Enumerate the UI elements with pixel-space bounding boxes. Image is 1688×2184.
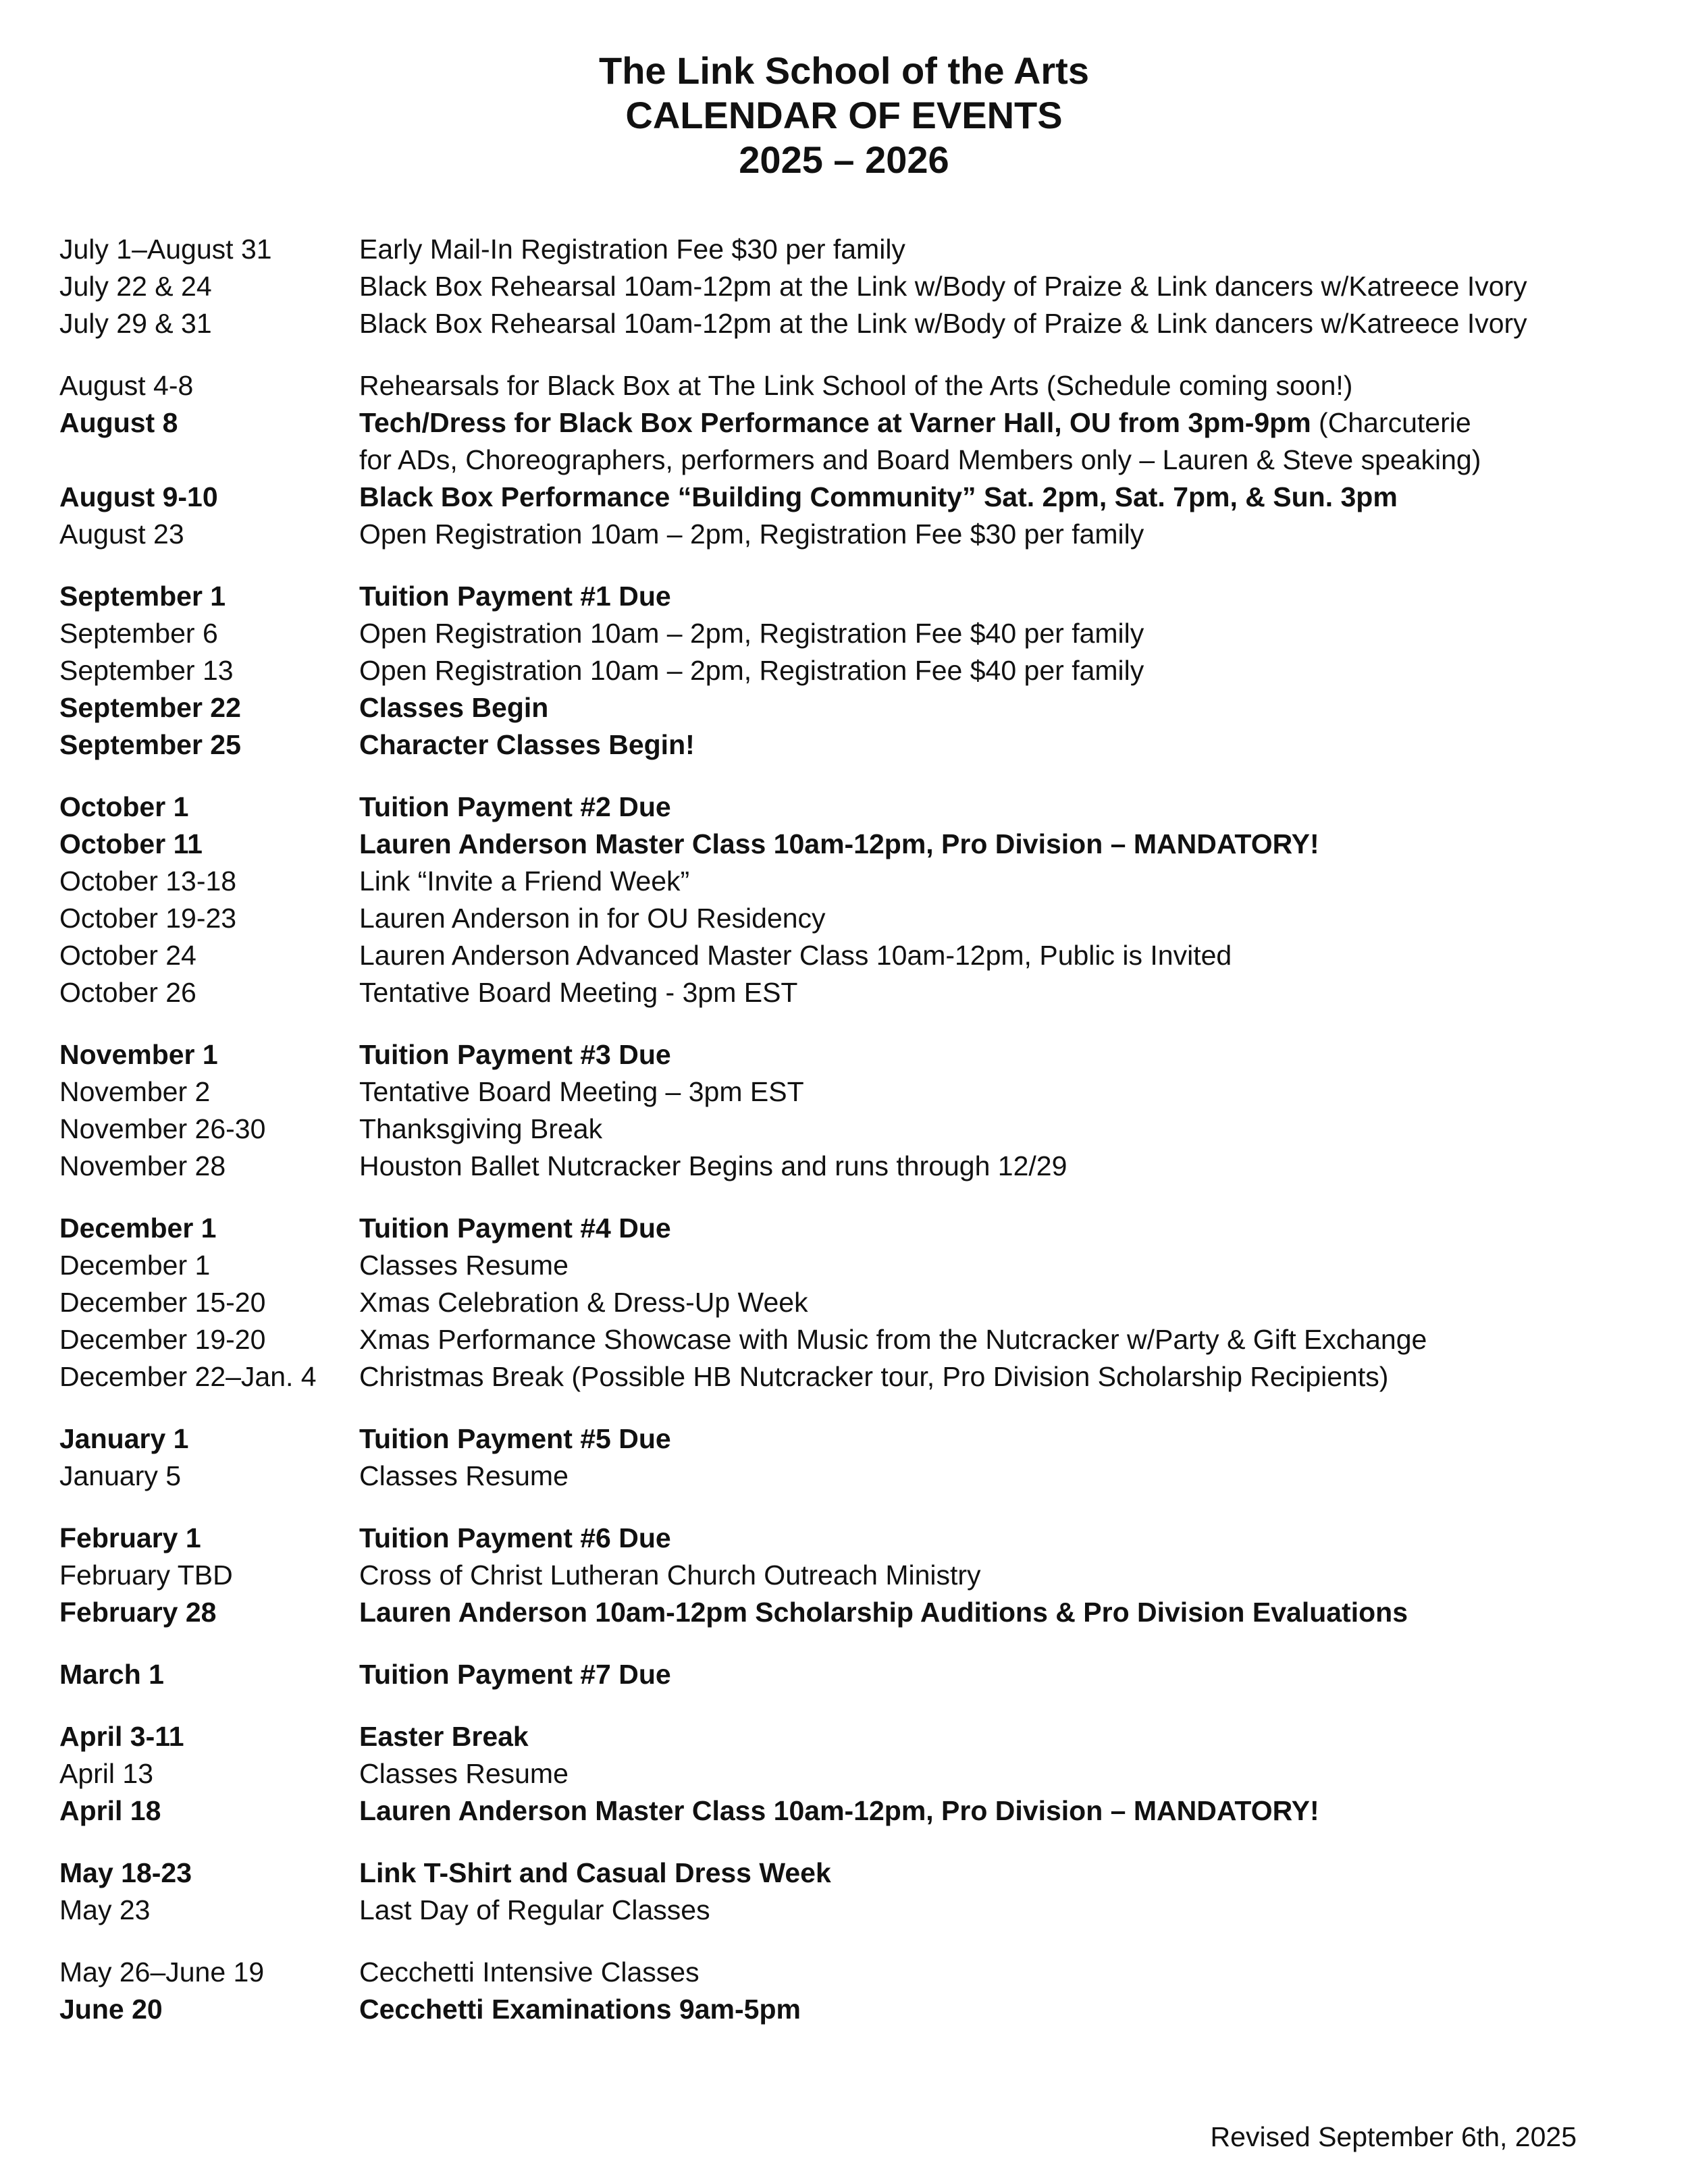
event-date: August 9-10 xyxy=(59,481,218,512)
event-description: Tuition Payment #7 Due xyxy=(359,1659,671,1690)
event-row xyxy=(59,1755,1666,1792)
event-row xyxy=(59,1656,1666,1693)
month-group-august xyxy=(59,367,1666,553)
event-description: Lauren Anderson Advanced Master Class 10am-12pm, Public is Invited xyxy=(359,940,1232,971)
event-description: Christmas Break (Possible HB Nutcracker tour, Pro Division Scholarship Recipients) xyxy=(359,1361,1389,1392)
event-row xyxy=(59,1991,1666,2028)
event-row xyxy=(59,1210,1666,1247)
event-description: Cecchetti Intensive Classes xyxy=(359,1956,700,1988)
event-date: August 23 xyxy=(59,518,184,550)
event-row xyxy=(59,652,1666,689)
event-row xyxy=(59,1954,1666,1991)
month-group-january xyxy=(59,1420,1666,1495)
event-row xyxy=(59,1520,1666,1557)
event-description: Easter Break xyxy=(359,1721,529,1752)
month-group-november xyxy=(59,1036,1666,1185)
event-row-continuation xyxy=(59,442,1666,479)
event-date: July 1–August 31 xyxy=(59,234,272,265)
event-description: Black Box Rehearsal 10am-12pm at the Link w/Body of Praize & Link dancers w/Katreece Ivory xyxy=(359,308,1527,339)
event-date: April 13 xyxy=(59,1758,154,1789)
event-description: Classes Resume xyxy=(359,1460,569,1491)
event-date: September 13 xyxy=(59,655,234,686)
event-description: for ADs, Choreographers, performers and Board Members only – Lauren & Steve speaking) xyxy=(359,444,1481,475)
event-row xyxy=(59,974,1666,1011)
event-row xyxy=(59,1148,1666,1185)
event-date: July 22 & 24 xyxy=(59,271,212,302)
event-description: Open Registration 10am – 2pm, Registration Fee $40 per family xyxy=(359,618,1144,649)
event-date: October 19-23 xyxy=(59,903,237,934)
event-row xyxy=(59,1594,1666,1631)
event-row xyxy=(59,367,1666,404)
event-date: November 2 xyxy=(59,1076,211,1107)
event-date: December 1 xyxy=(59,1250,211,1281)
event-row xyxy=(59,1321,1666,1358)
event-row xyxy=(59,1358,1666,1395)
event-row xyxy=(59,578,1666,615)
event-row xyxy=(59,1247,1666,1284)
month-group-december xyxy=(59,1210,1666,1395)
event-date: September 22 xyxy=(59,692,241,723)
event-description-bold: Tech/Dress for Black Box Performance at Varner Hall, OU from 3pm-9pm xyxy=(359,407,1311,438)
event-date: January 5 xyxy=(59,1460,182,1491)
month-group-june xyxy=(59,1954,1666,2028)
event-date: June 20 xyxy=(59,1994,163,2025)
event-description: Tentative Board Meeting - 3pm EST xyxy=(359,977,798,1008)
event-date: September 1 xyxy=(59,581,226,612)
event-date: April 18 xyxy=(59,1795,161,1826)
event-row xyxy=(59,1073,1666,1111)
event-description: Lauren Anderson Master Class 10am-12pm, Pro Division – MANDATORY! xyxy=(359,1795,1319,1826)
event-description: Tuition Payment #1 Due xyxy=(359,581,671,612)
event-description: Open Registration 10am – 2pm, Registration Fee $40 per family xyxy=(359,655,1144,686)
school-year: 2025 – 2026 xyxy=(739,138,949,181)
event-date: August 8 xyxy=(59,407,178,438)
event-date: December 22–Jan. 4 xyxy=(59,1361,317,1392)
event-row xyxy=(59,404,1666,442)
event-row xyxy=(59,689,1666,726)
event-date: October 11 xyxy=(59,828,203,859)
event-description: Early Mail-In Registration Fee $30 per family xyxy=(359,234,905,265)
calendar-header xyxy=(0,49,1688,182)
event-date: January 1 xyxy=(59,1423,189,1454)
event-row xyxy=(59,1458,1666,1495)
event-description: Tuition Payment #2 Due xyxy=(359,791,671,822)
event-description: Black Box Performance “Building Community” Sat. 2pm, Sat. 7pm, & Sun. 3pm xyxy=(359,481,1398,512)
event-date: February TBD xyxy=(59,1560,233,1591)
event-description: Xmas Performance Showcase with Music from the Nutcracker w/Party & Gift Exchange xyxy=(359,1324,1427,1355)
month-group-march xyxy=(59,1656,1666,1693)
event-description: Xmas Celebration & Dress-Up Week xyxy=(359,1287,808,1318)
event-row xyxy=(59,1420,1666,1458)
event-description: Cecchetti Examinations 9am-5pm xyxy=(359,1994,801,2025)
event-date: August 4-8 xyxy=(59,370,194,401)
event-description: Classes Resume xyxy=(359,1250,569,1281)
event-row xyxy=(59,1892,1666,1929)
event-description: Rehearsals for Black Box at The Link School of the Arts (Schedule coming soon!) xyxy=(359,370,1353,401)
event-row xyxy=(59,615,1666,652)
event-description: Tuition Payment #6 Due xyxy=(359,1522,671,1553)
event-row xyxy=(59,516,1666,553)
school-name: The Link School of the Arts xyxy=(599,49,1089,92)
event-row xyxy=(59,268,1666,305)
event-date: March 1 xyxy=(59,1659,164,1690)
event-date: December 15-20 xyxy=(59,1287,266,1318)
event-date: September 25 xyxy=(59,729,241,760)
event-row xyxy=(59,937,1666,974)
event-row xyxy=(59,1111,1666,1148)
event-date: December 1 xyxy=(59,1213,217,1244)
event-date: November 28 xyxy=(59,1150,226,1181)
event-description: Link “Invite a Friend Week” xyxy=(359,865,690,897)
event-row xyxy=(59,1036,1666,1073)
event-description: Thanksgiving Break xyxy=(359,1113,603,1144)
event-description-note: (Charcuterie xyxy=(1311,407,1471,438)
event-date: December 19-20 xyxy=(59,1324,266,1355)
event-description: Last Day of Regular Classes xyxy=(359,1894,710,1925)
event-row xyxy=(59,1557,1666,1594)
event-date: November 26-30 xyxy=(59,1113,266,1144)
event-description: Character Classes Begin! xyxy=(359,729,695,760)
month-group-april xyxy=(59,1718,1666,1830)
event-date: February 28 xyxy=(59,1597,217,1628)
event-description: Black Box Rehearsal 10am-12pm at the Link w/Body of Praize & Link dancers w/Katreece Ivory xyxy=(359,271,1527,302)
event-description: Tuition Payment #4 Due xyxy=(359,1213,671,1244)
event-date xyxy=(59,442,359,479)
event-date: May 26–June 19 xyxy=(59,1956,265,1988)
event-date: November 1 xyxy=(59,1039,218,1070)
event-row xyxy=(59,479,1666,516)
event-description: Houston Ballet Nutcracker Begins and runs through 12/29 xyxy=(359,1150,1067,1181)
event-date: May 23 xyxy=(59,1894,151,1925)
event-row xyxy=(59,231,1666,268)
calendar-title: CALENDAR OF EVENTS xyxy=(625,94,1063,136)
event-description xyxy=(359,404,1666,442)
event-row xyxy=(59,900,1666,937)
event-description: Lauren Anderson Master Class 10am-12pm, Pro Division – MANDATORY! xyxy=(359,828,1319,859)
event-row xyxy=(59,726,1666,764)
event-date: February 1 xyxy=(59,1522,201,1553)
event-date: October 1 xyxy=(59,791,189,822)
event-row xyxy=(59,789,1666,826)
events-calendar xyxy=(59,231,1666,2053)
month-group-may xyxy=(59,1855,1666,1929)
month-group-october xyxy=(59,789,1666,1011)
event-description: Classes Begin xyxy=(359,692,549,723)
event-date: October 13-18 xyxy=(59,865,237,897)
month-group-july xyxy=(59,231,1666,342)
event-row xyxy=(59,826,1666,863)
event-date: October 26 xyxy=(59,977,196,1008)
event-date: July 29 & 31 xyxy=(59,308,212,339)
event-date: May 18-23 xyxy=(59,1857,192,1888)
event-description: Tuition Payment #3 Due xyxy=(359,1039,671,1070)
event-row xyxy=(59,305,1666,342)
month-group-february xyxy=(59,1520,1666,1631)
event-row xyxy=(59,1718,1666,1755)
event-row xyxy=(59,863,1666,900)
event-description: Lauren Anderson in for OU Residency xyxy=(359,903,826,934)
event-row xyxy=(59,1792,1666,1830)
revised-date: Revised September 6th, 2025 xyxy=(1210,2121,1577,2152)
event-description: Cross of Christ Lutheran Church Outreach Ministry xyxy=(359,1560,981,1591)
event-date: September 6 xyxy=(59,618,218,649)
month-group-september xyxy=(59,578,1666,764)
event-description: Tentative Board Meeting – 3pm EST xyxy=(359,1076,804,1107)
event-date: April 3-11 xyxy=(59,1721,184,1752)
event-description: Open Registration 10am – 2pm, Registration Fee $30 per family xyxy=(359,518,1144,550)
event-date: October 24 xyxy=(59,940,196,971)
event-description: Link T-Shirt and Casual Dress Week xyxy=(359,1857,831,1888)
event-description: Tuition Payment #5 Due xyxy=(359,1423,671,1454)
event-row xyxy=(59,1284,1666,1321)
event-row xyxy=(59,1855,1666,1892)
event-description: Classes Resume xyxy=(359,1758,569,1789)
event-description: Lauren Anderson 10am-12pm Scholarship Auditions & Pro Division Evaluations xyxy=(359,1597,1408,1628)
